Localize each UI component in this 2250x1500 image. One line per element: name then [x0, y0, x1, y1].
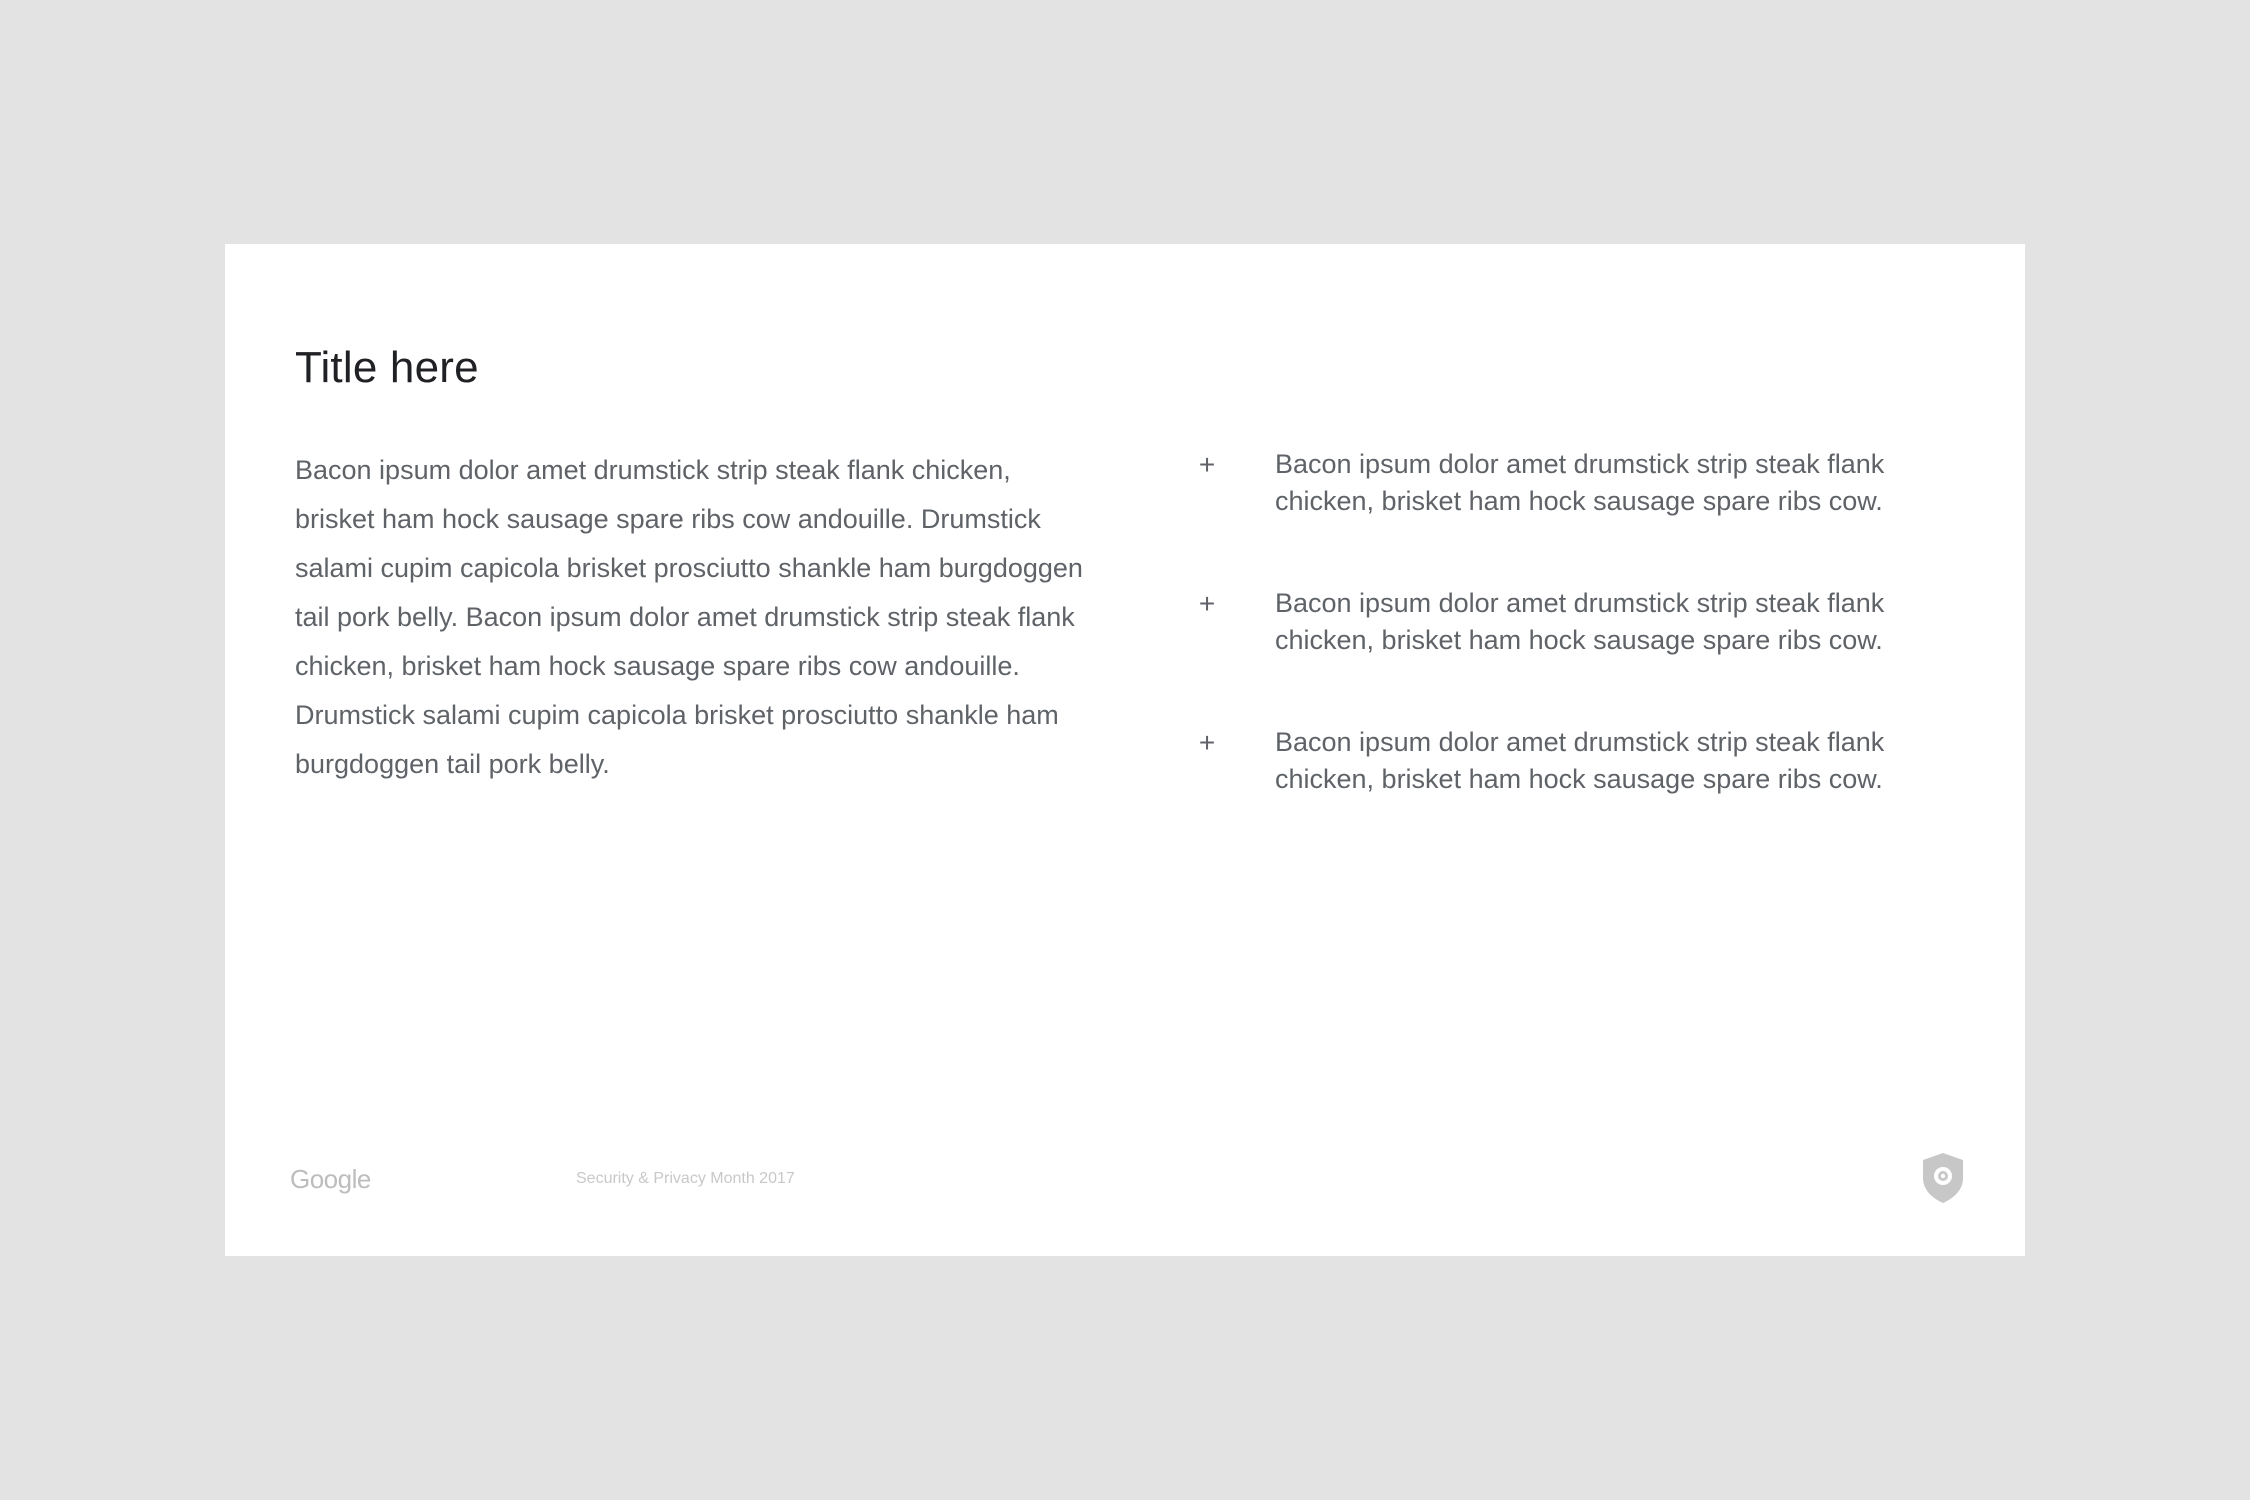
shield-icon	[1921, 1152, 1965, 1204]
bullet-list	[1195, 446, 1965, 863]
plus-icon: +	[1198, 727, 1216, 758]
slide-title: Title here	[295, 343, 479, 392]
bullet-item	[1195, 446, 1965, 585]
plus-icon: +	[1198, 449, 1216, 480]
plus-icon: +	[1198, 588, 1216, 619]
bullet-text: Bacon ipsum dolor amet drumstick strip steak flank chicken, brisket ham hock sausage spare ribs cow.	[1275, 588, 1885, 655]
slide	[225, 244, 2025, 1256]
bullet-item	[1195, 585, 1965, 724]
body-paragraph: Bacon ipsum dolor amet drumstick strip steak flank chicken, brisket ham hock sausage spare ribs cow andouille. Drumstick salami cupim capicola brisket prosciutto shankle ham burgdoggen tail pork belly. Bacon ipsum dolor amet drumstick strip steak flank chicken, brisket ham hock sausage spare ribs cow andouille. Drumstick salami cupim capicola brisket prosciutto shankle ham burgdoggen tail pork belly.	[295, 455, 1083, 779]
google-logo: Google	[290, 1164, 371, 1194]
bullet-text: Bacon ipsum dolor amet drumstick strip steak flank chicken, brisket ham hock sausage spare ribs cow.	[1275, 727, 1885, 794]
footer-event-label: Security & Privacy Month 2017	[576, 1170, 795, 1187]
bullet-text: Bacon ipsum dolor amet drumstick strip steak flank chicken, brisket ham hock sausage spare ribs cow.	[1275, 449, 1885, 516]
bullet-item	[1195, 724, 1965, 863]
